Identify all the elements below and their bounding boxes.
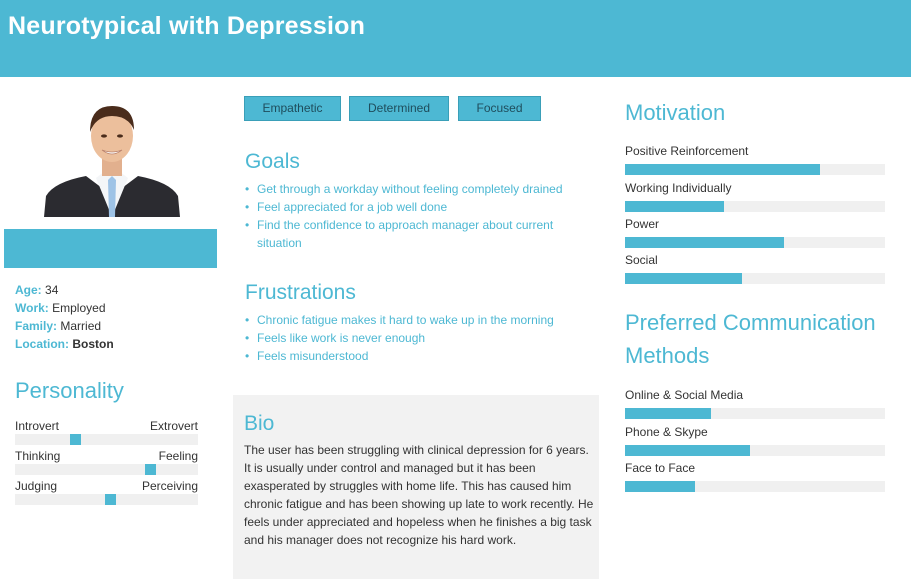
list-item: • Feels like work is never enough xyxy=(245,329,585,347)
meter-fill xyxy=(625,445,750,456)
meter-fill xyxy=(625,408,711,419)
motivation-meter: Social xyxy=(625,253,885,285)
trait-introvert-extrovert: Introvert Extrovert xyxy=(15,419,198,449)
fact-age: Age: 34 xyxy=(15,283,59,297)
communication-title: Preferred Communication Methods xyxy=(625,310,876,368)
fact-location: Location: Boston xyxy=(15,337,114,351)
goals-title: Goals xyxy=(245,150,300,173)
meter-fill xyxy=(625,164,820,175)
communication-meter: Phone & Skype xyxy=(625,425,885,457)
trait-track xyxy=(15,434,198,445)
bio-text: The user has been struggling with clinical depression for 6 years. It is usually under control and managed but it has been exasperated by struggles with home life. This has caused him chronic fatigue and has been showing up late to work recently. He feels under appreciated and hopeless when he finishes a big task and his manager does not recognize his hard work. xyxy=(244,443,594,547)
communication-meter: Online & Social Media xyxy=(625,388,885,420)
meter-track xyxy=(625,201,885,212)
frustrations-title: Frustrations xyxy=(245,281,356,304)
trait-judging-perceiving: Judging Perceiving xyxy=(15,479,198,509)
meter-fill xyxy=(625,273,742,284)
list-item: • Get through a workday without feeling completely drained xyxy=(245,180,585,198)
motivation-meter: Positive Reinforcement xyxy=(625,144,885,176)
fact-family: Family: Married xyxy=(15,319,102,333)
bio-panel xyxy=(233,395,599,579)
avatar xyxy=(44,96,180,217)
goals-list xyxy=(245,180,585,252)
list-item: • Find the confidence to approach manager about current situation xyxy=(245,216,585,252)
motivation-meter: Working Individually xyxy=(625,181,885,213)
name-bar xyxy=(4,229,217,268)
trait-thinking-feeling: Thinking Feeling xyxy=(15,449,198,479)
person-photo-icon xyxy=(44,96,180,217)
meter-track xyxy=(625,273,885,284)
communication-meter: Face to Face xyxy=(625,461,885,493)
meter-track xyxy=(625,445,885,456)
list-item: • Feels misunderstood xyxy=(245,347,585,365)
trait-track xyxy=(15,464,198,475)
tag-determined: Determined xyxy=(349,96,449,121)
tag-focused: Focused xyxy=(458,96,541,121)
trait-marker xyxy=(105,494,116,505)
bio-title: Bio xyxy=(244,412,275,435)
motivation-title: Motivation xyxy=(625,100,726,125)
meter-fill xyxy=(625,201,724,212)
trait-track xyxy=(15,494,198,505)
meter-fill xyxy=(625,237,784,248)
page-header xyxy=(0,0,911,77)
meter-track xyxy=(625,408,885,419)
trait-marker xyxy=(145,464,156,475)
page-title: Neurotypical with Depression xyxy=(8,12,366,40)
frustrations-list xyxy=(245,311,585,365)
meter-track xyxy=(625,164,885,175)
meter-track xyxy=(625,481,885,492)
motivation-meter: Power xyxy=(625,217,885,249)
list-item: • Chronic fatigue makes it hard to wake up in the morning xyxy=(245,311,585,329)
trait-marker xyxy=(70,434,81,445)
meter-track xyxy=(625,237,885,248)
list-item: • Feel appreciated for a job well done xyxy=(245,198,585,216)
meter-fill xyxy=(625,481,695,492)
fact-work: Work: Employed xyxy=(15,301,106,315)
profile-facts xyxy=(15,281,114,353)
personality-title: Personality xyxy=(15,378,124,403)
tag-empathetic: Empathetic xyxy=(244,96,341,121)
